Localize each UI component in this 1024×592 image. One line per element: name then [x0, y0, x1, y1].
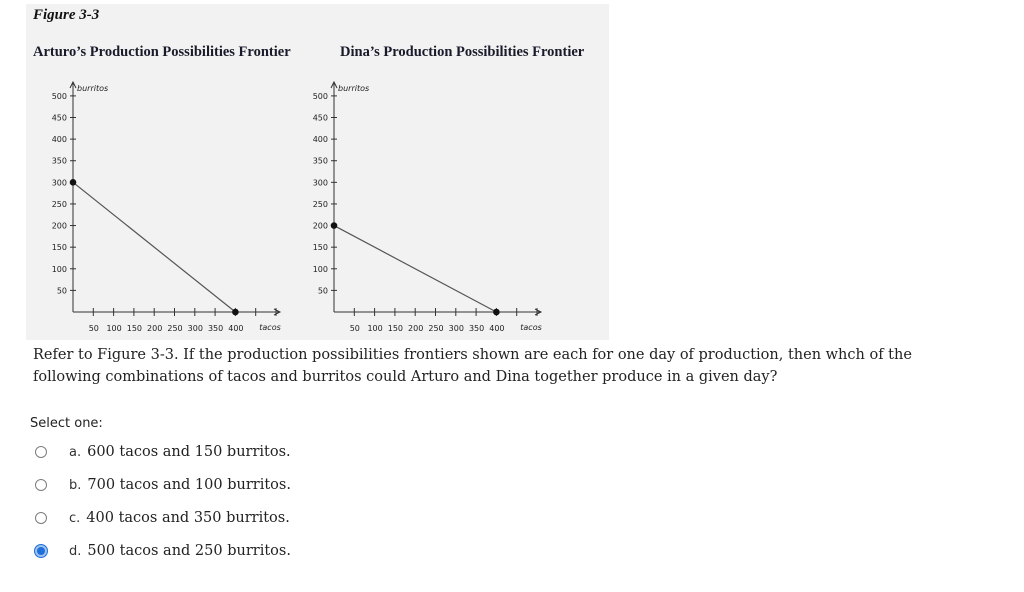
dina-y-tick-label-300: 300 — [312, 178, 328, 188]
question-line-2: following combinations of tacos and burritos could Arturo and Dina together produce in a given day? — [33, 369, 778, 385]
dina-y-tick-label-200: 200 — [312, 221, 328, 231]
select-one-label: Select one: — [30, 416, 103, 431]
radio-option-a[interactable] — [35, 446, 47, 458]
dina-x-axis-name: tacos — [520, 323, 542, 332]
dina-y-tick-label-450: 450 — [312, 113, 328, 123]
arturo-x-tick-label-100: 100 — [106, 324, 122, 333]
dina-x-tick-label-350: 350 — [468, 324, 485, 333]
dina-x-tick-label-200: 200 — [408, 324, 424, 333]
dina-x-tick-label-150: 150 — [387, 324, 404, 333]
question-text — [33, 344, 993, 388]
dina-ppf-chart — [287, 80, 567, 340]
option-d[interactable] — [35, 540, 291, 562]
arturo-chart-title: Arturo’s Production Possibilities Frontier — [33, 44, 291, 60]
arturo-y-tick-label-350: 350 — [51, 156, 67, 166]
radio-option-c[interactable] — [35, 512, 47, 524]
arturo-x-tick-label-200: 200 — [147, 324, 163, 333]
dina-x-tick-label-50: 50 — [349, 324, 360, 333]
arturo-ppf-point-1 — [232, 309, 239, 316]
dina-y-tick-label-250: 250 — [312, 199, 328, 209]
dina-y-tick-label-50: 50 — [317, 286, 328, 296]
option-d-letter: d. — [69, 543, 82, 559]
option-c-letter: c. — [69, 510, 81, 526]
dina-ppf-svg — [287, 80, 567, 340]
dina-x-tick-label-300: 300 — [448, 324, 464, 333]
option-c[interactable] — [35, 507, 290, 529]
question-line-1: Refer to Figure 3-3. If the production possibilities frontiers shown are each for one day of production, then whch of the — [33, 347, 912, 363]
radio-option-b[interactable] — [35, 479, 47, 491]
option-b-text[interactable]: 700 tacos and 100 burritos. — [87, 477, 291, 493]
arturo-y-tick-label-150: 150 — [51, 243, 67, 253]
arturo-x-tick-label-350: 350 — [207, 324, 224, 333]
arturo-y-tick-label-450: 450 — [51, 113, 67, 123]
arturo-ppf-line — [73, 182, 235, 312]
arturo-y-tick-label-400: 400 — [51, 135, 67, 145]
dina-ppf-line — [334, 226, 496, 312]
arturo-x-tick-label-50: 50 — [88, 324, 99, 333]
dina-x-tick-label-400: 400 — [489, 324, 505, 333]
arturo-ppf-point-0 — [70, 179, 77, 186]
arturo-y-tick-label-200: 200 — [51, 221, 67, 231]
arturo-y-tick-label-300: 300 — [51, 178, 67, 188]
option-a-letter: a. — [69, 444, 82, 460]
arturo-y-tick-label-50: 50 — [56, 286, 67, 296]
dina-ppf-point-0 — [331, 222, 338, 229]
arturo-x-axis-name: tacos — [259, 323, 281, 332]
figure-panel — [26, 4, 609, 340]
dina-y-tick-label-350: 350 — [312, 156, 328, 166]
arturo-x-tick-label-300: 300 — [187, 324, 203, 333]
option-b-letter: b. — [69, 477, 82, 493]
dina-chart-title: Dina’s Production Possibilities Frontier — [340, 44, 585, 60]
arturo-ppf-svg — [26, 80, 306, 340]
option-b[interactable] — [35, 474, 291, 496]
option-a[interactable] — [35, 441, 291, 463]
arturo-y-tick-label-100: 100 — [51, 264, 67, 274]
option-c-text[interactable]: 400 tacos and 350 burritos. — [86, 510, 290, 526]
arturo-x-tick-label-150: 150 — [126, 324, 143, 333]
arturo-y-tick-label-500: 500 — [51, 91, 67, 101]
dina-x-tick-label-100: 100 — [367, 324, 383, 333]
figure-label: Figure 3-3 — [33, 7, 100, 23]
option-d-text[interactable]: 500 tacos and 250 burritos. — [87, 543, 291, 559]
dina-y-axis-name: burritos — [338, 84, 370, 93]
radio-option-d[interactable] — [35, 545, 47, 557]
arturo-y-axis-name: burritos — [77, 84, 109, 93]
arturo-ppf-chart — [26, 80, 306, 340]
dina-y-tick-label-100: 100 — [312, 264, 328, 274]
dina-y-tick-label-400: 400 — [312, 135, 328, 145]
dina-y-tick-label-500: 500 — [312, 91, 328, 101]
dina-ppf-point-1 — [493, 309, 500, 316]
arturo-x-tick-label-400: 400 — [228, 324, 244, 333]
dina-y-tick-label-150: 150 — [312, 243, 328, 253]
arturo-y-tick-label-250: 250 — [51, 199, 67, 209]
dina-x-tick-label-250: 250 — [428, 324, 444, 333]
arturo-x-tick-label-250: 250 — [167, 324, 183, 333]
option-a-text[interactable]: 600 tacos and 150 burritos. — [87, 444, 291, 460]
